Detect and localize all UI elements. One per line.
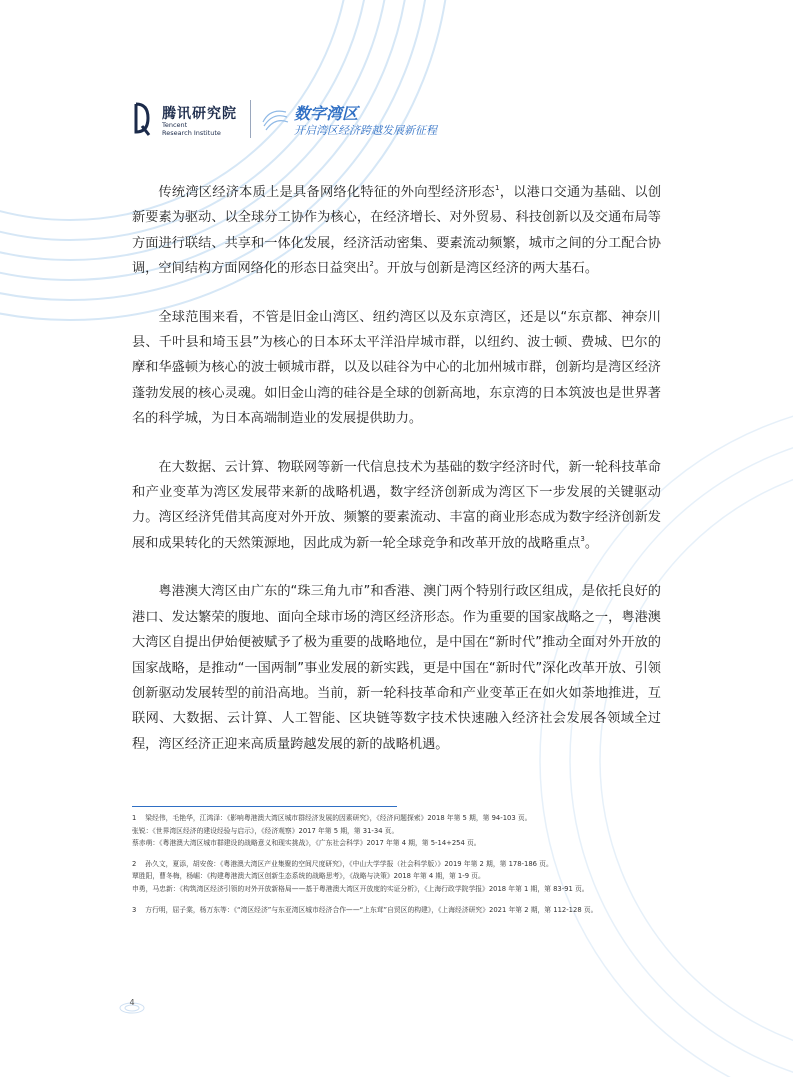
tencent-research-logo-icon <box>132 102 152 136</box>
body-text <box>132 180 661 780</box>
paragraph-text: 传统湾区经济本质上是具备网络化特征的外向型经济形态 <box>158 185 495 200</box>
footnote-line: 1 梁经伟，毛艳华，江鸿泽：《影响粤港澳大湾区城市群经济发展的因素研究》，《经济问题探索》2018 年第 5 期，第 94-103 页。 <box>132 814 532 822</box>
footnote-2 <box>132 858 672 896</box>
org-name-en-line2: Research Institute <box>162 129 221 137</box>
footnote-line: 2 孙久文，夏添，胡安俊：《粤港澳大湾区产业集聚的空间尺度研究》，《中山大学学报（社会科学版）》2019 年第 2 期，第 178-186 页。 <box>132 859 553 868</box>
paragraph-text: 粤港澳大湾区由广东的“珠三角九市”和香港、澳门两个特别行政区组成，是依托良好的港口、发达繁荣的腹地、面向全球市场的湾区经济形态。作为重要的国家战略之一，粤港澳大湾区自提出伊始便被赋予了极为重要的战略地位，是中国在“新时代”推动全面对外开放的国家战略，是推动“一国两制”事业发展的新实践，更是中国在“新时代”深化改革开放、引领创新驱动发展转型的前沿高地。当前，新一轮科技革命和产业变革正在如火如荼地推进，互联网、大数据、云计算、人工智能、区块链等数字技术快速融入经济社会发展各领域全过程，湾区经济正迎来高质量跨越发展的新的战略机遇。 <box>132 584 661 752</box>
footnote-3 <box>132 904 672 917</box>
paragraph <box>132 579 661 757</box>
paragraph-text: ，以港口交通为基础、以创新要素为驱动、以全球分工协作为核心，在经济增长、对外贸易、科技创新以及交通布局等方面进行联结、共享和一体化发展，经济活动密集、要素流动频繁，城市之间的分工配合协调，空间结构方面网络化的形态日益突出 <box>132 185 662 277</box>
paragraph <box>132 455 661 557</box>
footnote-ref: 1 <box>494 184 500 192</box>
paragraph-text: 。开放与创新是湾区经济的两大基石。 <box>373 261 599 277</box>
swirl-icon <box>260 104 290 134</box>
paragraph-text: 全球范围来看，不管是旧金山湾区、纽约湾区以及东京湾区，还是以“东京都、神奈川县、千叶县和埼玉县”为核心的日本环太平洋沿岸城市群，以纽约、波士顿、费城、巴尔的摩和华盛顿为核心的波士顿城市群，以及以硅谷为中心的北加州城市群，创新均是湾区经济蓬勃发展的核心灵魂。如旧金山湾的硅谷是全球的创新高地，东京湾的日本筑波也是世界著名的科学城，为日本高端制造业的发展提供助力。 <box>132 309 661 427</box>
paragraph-text: 在大数据、云计算、物联网等新一代信息技术为基础的数字经济时代，新一轮科技革命和产业变革为湾区发展带来新的战略机遇，数字经济创新成为湾区下一步发展的关键驱动力。湾区经济凭借其高度对外开放、频繁的要素流动、丰富的商业形态成为数字经济创新发展和成果转化的天然策源地，因此成为新一轮全球竞争和改革开放的战略重点 <box>132 459 661 551</box>
footnote-rule <box>132 806 397 807</box>
footnote-line: 申勇，马忠新：《构筑湾区经济引领的对外开放新格局——基于粤港澳大湾区开放度的实证分析》，《上海行政学院学报》2018 年第 1 期，第 83-91 页。 <box>132 884 589 893</box>
footnote-1 <box>132 812 672 850</box>
report-subtitle: 开启湾区经济跨越发展新征程 <box>294 124 437 137</box>
page-number-text: 4 <box>129 998 135 1007</box>
footnotes <box>132 812 672 924</box>
page-number <box>118 996 146 1018</box>
footnote-ref: 3 <box>580 534 585 543</box>
org-name-cn: 腾讯研究院 <box>162 106 237 122</box>
report-title: 数字湾区 <box>294 104 359 123</box>
header-divider <box>250 100 251 138</box>
paragraph <box>132 305 661 432</box>
footnote-line: 蔡赤萌：《粤港澳大湾区城市群建设的战略意义和现实挑战》，《广东社会科学》2017 年第 4 期，第 5-14+254 页。 <box>132 839 481 848</box>
footnote-line: 覃胜阳，曹冬梅，杨崛：《构建粤港澳大湾区创新生态系统的战略思考》，《战略与决策》2018 年第 4 期，第 1-9 页。 <box>132 872 485 881</box>
footnote-ref: 2 <box>369 260 374 269</box>
paragraph-text: 。 <box>584 535 599 551</box>
paragraph <box>132 180 661 282</box>
footnote-line: 3 方行明，屈子棠，杨万东等：《“湾区经济”与东亚湾区城市经济合作——“上东茸”自贸区的构建》，《上海经济研究》2021 年第 2 期，第 112-128 页。 <box>132 905 598 914</box>
org-name-en-line1: Tencent <box>162 121 188 129</box>
footnote-line: 张锐：《世界湾区经济的建设经验与启示》，《经济观察》2017 年第 5 期，第 31-34 页。 <box>132 826 399 835</box>
